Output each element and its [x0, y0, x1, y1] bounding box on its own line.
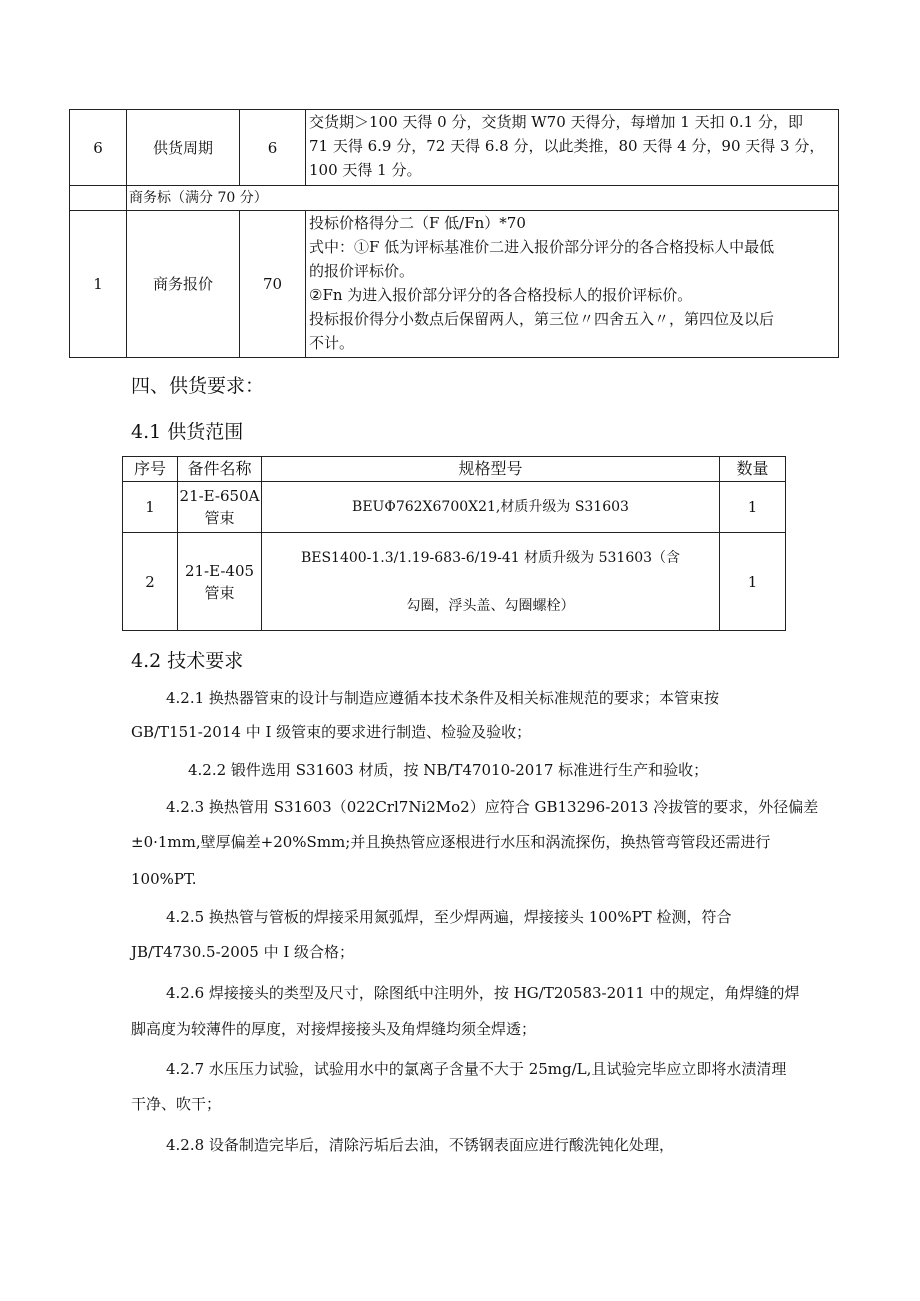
criterion-score: 70: [240, 211, 306, 358]
part-name: 21-E-405 管束: [178, 533, 262, 631]
row-number: 1: [70, 211, 127, 358]
requirement-4-2-7: 4.2.7 水压压力试验，试验用水中的氯离子含量不大于 25mg/L,且试验完毕应立即将水渍清理: [166, 1060, 787, 1078]
part-spec: BES1400-1.3/1.19-683-6/19-41 材质升级为 531603（含 勾圈，浮头盖、勾圈螺栓）: [262, 533, 720, 631]
criterion-score: 6: [240, 110, 306, 186]
part-quantity: 1: [720, 482, 786, 533]
requirement-4-2-3-cont2: 100%PT.: [131, 870, 197, 888]
row-number: 1: [123, 482, 178, 533]
requirement-4-2-1: 4.2.1 换热器管束的设计与制造应遵循本技术条件及相关标准规范的要求；本管束按: [166, 689, 719, 707]
part-name: 21-E-650A 管束: [178, 482, 262, 533]
supply-scope-table: [122, 456, 786, 631]
row-number: 2: [123, 533, 178, 631]
table-header-row: [123, 457, 786, 482]
criterion-description: 投标价格得分二（F 低/Fn）*70 式中：①F 低为评标基准价二进入报价部分评分的各合格投标人中最低 的报价评标价。 ②Fn 为进入报价部分评分的各合格投标人的报价评标价。 投标报价得分小数点后保留两人，第三位〃四舍五入〃，第四位及以后 不计。: [306, 211, 839, 358]
requirement-4-2-2: 4.2.2 锻件选用 S31603 材质，按 NB/T47010-2017 标准进行生产和验收；: [188, 761, 709, 779]
requirement-4-2-6: 4.2.6 焊接接头的类型及尺寸，除图纸中注明外，按 HG/T20583-2011 中的规定，角焊缝的焊: [166, 984, 800, 1002]
part-quantity: 1: [720, 533, 786, 631]
requirement-4-2-3-cont: ±0·1mm,壁厚偏差+20%Smm;并且换热管应逐根进行水压和涡流探伤，换热管弯管段还需进行: [131, 833, 771, 851]
subsection-heading: 4.1 供货范围: [131, 421, 244, 443]
criterion-name: 商务报价: [127, 211, 240, 358]
section-row: [70, 186, 839, 211]
requirement-4-2-8: 4.2.8 设备制造完毕后，清除污垢后去油，不锈钢表面应进行酸洗钝化处理，: [166, 1136, 674, 1154]
criterion-description: 交货期＞100 天得 0 分，交货期 W70 天得分，每增加 1 天扣 0.1 分，即 71 天得 6.9 分，72 天得 6.8 分，以此类推，80 天得 4 分，90 天得 3 分， 100 天得 1 分。: [306, 110, 839, 186]
header-cell: 数量: [720, 457, 786, 482]
requirement-4-2-1-cont: GB/T151-2014 中 I 级管束的要求进行制造、检验及验收；: [131, 723, 532, 741]
requirement-4-2-5-cont: JB/T4730.5-2005 中 I 级合格；: [131, 943, 355, 961]
requirement-4-2-5: 4.2.5 换热管与管板的焊接采用氮弧焊，至少焊两遍，焊接接头 100%PT 检测，符合: [166, 908, 732, 926]
table-row: [70, 211, 839, 358]
row-number: 6: [70, 110, 127, 186]
requirement-4-2-6-cont: 脚高度为较薄件的厚度，对接焊接接头及角焊缝均须全焊透；: [131, 1020, 537, 1038]
part-spec: BEUΦ762X6700X21,材质升级为 S31603: [262, 482, 720, 533]
header-cell: 序号: [123, 457, 178, 482]
header-cell: 备件名称: [178, 457, 262, 482]
criterion-name: 供货周期: [127, 110, 240, 186]
requirement-4-2-3: 4.2.3 换热管用 S31603（022Crl7Ni2Mo2）应符合 GB13296-2013 冷拔管的要求，外径偏差: [166, 798, 819, 816]
table-row: [70, 110, 839, 186]
section-heading: 四、供货要求：: [131, 375, 265, 397]
table-row: [123, 533, 786, 631]
header-cell: 规格型号: [262, 457, 720, 482]
subsection-heading: 4.2 技术要求: [131, 650, 244, 672]
table-row: [123, 482, 786, 533]
scoring-table: [69, 109, 839, 358]
section-label: 商务标（满分 70 分）: [127, 186, 839, 211]
requirement-4-2-7-cont: 干净、吹干；: [131, 1095, 222, 1113]
